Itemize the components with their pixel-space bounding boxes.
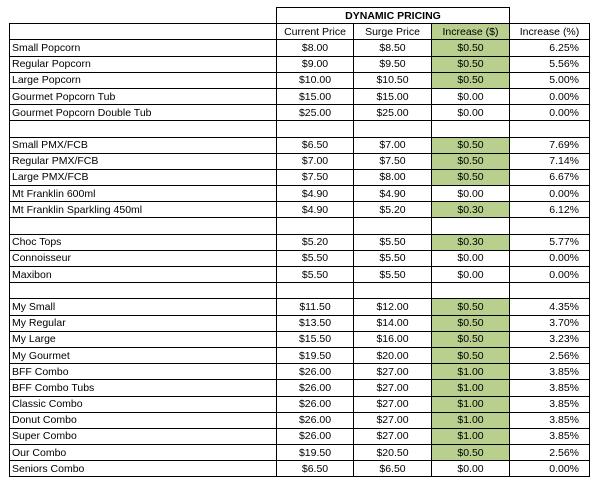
surge-price-cell: $6.50 xyxy=(354,461,432,477)
table-row xyxy=(10,331,590,347)
increase-percent-cell: 3.85% xyxy=(510,396,590,412)
spacer-cell xyxy=(354,283,432,299)
item-name-cell: Regular PMX/FCB xyxy=(10,153,277,169)
group-spacer-row xyxy=(10,121,590,137)
spacer-cell xyxy=(10,283,277,299)
item-name-cell: Super Combo xyxy=(10,428,277,444)
surge-price-cell: $16.00 xyxy=(354,331,432,347)
pricing-sheet xyxy=(9,7,589,477)
item-name-cell: BFF Combo Tubs xyxy=(10,380,277,396)
surge-price-cell: $12.00 xyxy=(354,299,432,315)
current-price-cell: $6.50 xyxy=(277,137,354,153)
table-row xyxy=(10,299,590,315)
increase-dollar-cell: $0.00 xyxy=(432,105,510,121)
increase-dollar-cell: $1.00 xyxy=(432,412,510,428)
current-price-cell: $26.00 xyxy=(277,380,354,396)
surge-price-cell: $25.00 xyxy=(354,105,432,121)
surge-price-cell: $10.50 xyxy=(354,72,432,88)
increase-percent-cell: 6.12% xyxy=(510,202,590,218)
spacer-cell xyxy=(432,283,510,299)
current-price-cell: $15.00 xyxy=(277,88,354,104)
table-row xyxy=(10,445,590,461)
surge-price-cell: $9.50 xyxy=(354,56,432,72)
current-price-cell: $10.00 xyxy=(277,72,354,88)
table-row xyxy=(10,380,590,396)
table-row xyxy=(10,202,590,218)
current-price-cell: $26.00 xyxy=(277,364,354,380)
surge-price-cell: $5.50 xyxy=(354,234,432,250)
table-row xyxy=(10,137,590,153)
increase-percent-cell: 5.56% xyxy=(510,56,590,72)
spacer-cell xyxy=(277,121,354,137)
table-row xyxy=(10,234,590,250)
item-name-cell: Mt Franklin 600ml xyxy=(10,186,277,202)
current-price-cell: $6.50 xyxy=(277,461,354,477)
increase-dollar-cell: $1.00 xyxy=(432,428,510,444)
current-price-cell: $5.50 xyxy=(277,267,354,283)
item-name-cell: Large Popcorn xyxy=(10,72,277,88)
table-row xyxy=(10,364,590,380)
spacer-cell xyxy=(510,283,590,299)
current-price-cell: $13.50 xyxy=(277,315,354,331)
increase-dollar-cell: $0.30 xyxy=(432,234,510,250)
current-price-cell: $19.50 xyxy=(277,445,354,461)
title-row xyxy=(10,8,590,24)
current-price-cell: $26.00 xyxy=(277,428,354,444)
column-header-row xyxy=(10,24,590,40)
spacer-cell xyxy=(432,218,510,234)
item-name-cell: Maxibon xyxy=(10,267,277,283)
surge-price-cell: $27.00 xyxy=(354,380,432,396)
header-increase-percent: Increase (%) xyxy=(510,24,590,40)
increase-dollar-cell: $0.50 xyxy=(432,331,510,347)
increase-percent-cell: 6.25% xyxy=(510,40,590,56)
header-surge-price: Surge Price xyxy=(354,24,432,40)
item-name-cell: Gourmet Popcorn Tub xyxy=(10,88,277,104)
increase-percent-cell: 5.00% xyxy=(510,72,590,88)
item-name-cell: Regular Popcorn xyxy=(10,56,277,72)
item-name-cell: My Large xyxy=(10,331,277,347)
increase-percent-cell: 3.85% xyxy=(510,364,590,380)
item-name-cell: Classic Combo xyxy=(10,396,277,412)
group-spacer-row xyxy=(10,283,590,299)
surge-price-cell: $8.50 xyxy=(354,40,432,56)
surge-price-cell: $27.00 xyxy=(354,412,432,428)
increase-dollar-cell: $0.00 xyxy=(432,186,510,202)
increase-percent-cell: 0.00% xyxy=(510,186,590,202)
table-row xyxy=(10,347,590,363)
increase-percent-cell: 7.14% xyxy=(510,153,590,169)
increase-dollar-cell: $0.50 xyxy=(432,299,510,315)
table-row xyxy=(10,88,590,104)
item-name-cell: My Small xyxy=(10,299,277,315)
surge-price-cell: $7.50 xyxy=(354,153,432,169)
increase-percent-cell: 3.85% xyxy=(510,412,590,428)
current-price-cell: $4.90 xyxy=(277,186,354,202)
current-price-cell: $19.50 xyxy=(277,347,354,363)
surge-price-cell: $4.90 xyxy=(354,186,432,202)
increase-dollar-cell: $0.00 xyxy=(432,88,510,104)
current-price-cell: $9.00 xyxy=(277,56,354,72)
increase-percent-cell: 3.85% xyxy=(510,380,590,396)
item-name-cell: Gourmet Popcorn Double Tub xyxy=(10,105,277,121)
table-row xyxy=(10,461,590,477)
surge-price-cell: $5.20 xyxy=(354,202,432,218)
table-row xyxy=(10,267,590,283)
increase-percent-cell: 0.00% xyxy=(510,267,590,283)
table-row xyxy=(10,40,590,56)
current-price-cell: $8.00 xyxy=(277,40,354,56)
increase-dollar-cell: $1.00 xyxy=(432,396,510,412)
dynamic-pricing-table xyxy=(9,7,590,477)
current-price-cell: $7.50 xyxy=(277,169,354,185)
item-name-cell: Our Combo xyxy=(10,445,277,461)
surge-price-cell: $20.50 xyxy=(354,445,432,461)
increase-dollar-cell: $0.30 xyxy=(432,202,510,218)
current-price-cell: $11.50 xyxy=(277,299,354,315)
increase-dollar-cell: $1.00 xyxy=(432,380,510,396)
increase-dollar-cell: $0.50 xyxy=(432,445,510,461)
increase-dollar-cell: $0.00 xyxy=(432,250,510,266)
increase-percent-cell: 7.69% xyxy=(510,137,590,153)
spacer-cell xyxy=(10,121,277,137)
increase-percent-cell: 3.70% xyxy=(510,315,590,331)
increase-percent-cell: 2.56% xyxy=(510,445,590,461)
table-row xyxy=(10,56,590,72)
item-name-cell: BFF Combo xyxy=(10,364,277,380)
table-row xyxy=(10,428,590,444)
item-name-cell: Connoisseur xyxy=(10,250,277,266)
spacer-cell xyxy=(510,121,590,137)
group-spacer-row xyxy=(10,218,590,234)
table-row xyxy=(10,250,590,266)
item-name-cell: Mt Franklin Sparkling 450ml xyxy=(10,202,277,218)
surge-price-cell: $5.50 xyxy=(354,267,432,283)
surge-price-cell: $27.00 xyxy=(354,396,432,412)
increase-dollar-cell: $0.50 xyxy=(432,72,510,88)
item-name-cell: Small Popcorn xyxy=(10,40,277,56)
header-increase-dollar: Increase ($) xyxy=(432,24,510,40)
current-price-cell: $15.50 xyxy=(277,331,354,347)
current-price-cell: $26.00 xyxy=(277,412,354,428)
increase-dollar-cell: $0.50 xyxy=(432,137,510,153)
surge-price-cell: $27.00 xyxy=(354,428,432,444)
increase-dollar-cell: $0.00 xyxy=(432,461,510,477)
increase-percent-cell: 0.00% xyxy=(510,461,590,477)
increase-dollar-cell: $0.50 xyxy=(432,315,510,331)
current-price-cell: $7.00 xyxy=(277,153,354,169)
surge-price-cell: $15.00 xyxy=(354,88,432,104)
table-body xyxy=(10,40,590,477)
table-row xyxy=(10,315,590,331)
increase-dollar-cell: $0.50 xyxy=(432,40,510,56)
current-price-cell: $25.00 xyxy=(277,105,354,121)
increase-dollar-cell: $0.50 xyxy=(432,169,510,185)
increase-percent-cell: 3.23% xyxy=(510,331,590,347)
table-row xyxy=(10,396,590,412)
table-row xyxy=(10,153,590,169)
spacer-cell xyxy=(277,283,354,299)
increase-percent-cell: 0.00% xyxy=(510,105,590,121)
item-name-cell: Large PMX/FCB xyxy=(10,169,277,185)
increase-percent-cell: 0.00% xyxy=(510,88,590,104)
item-name-cell: Small PMX/FCB xyxy=(10,137,277,153)
surge-price-cell: $5.50 xyxy=(354,250,432,266)
surge-price-cell: $20.00 xyxy=(354,347,432,363)
spacer-cell xyxy=(10,218,277,234)
surge-price-cell: $27.00 xyxy=(354,364,432,380)
increase-percent-cell: 2.56% xyxy=(510,347,590,363)
item-name-cell: Seniors Combo xyxy=(10,461,277,477)
increase-percent-cell: 6.67% xyxy=(510,169,590,185)
item-name-cell: My Gourmet xyxy=(10,347,277,363)
item-name-cell: Choc Tops xyxy=(10,234,277,250)
increase-dollar-cell: $0.50 xyxy=(432,153,510,169)
increase-dollar-cell: $1.00 xyxy=(432,364,510,380)
header-item xyxy=(10,24,277,40)
increase-dollar-cell: $0.00 xyxy=(432,267,510,283)
item-name-cell: Donut Combo xyxy=(10,412,277,428)
table-title: DYNAMIC PRICING xyxy=(277,8,510,24)
table-row xyxy=(10,72,590,88)
spacer-cell xyxy=(432,121,510,137)
table-row xyxy=(10,412,590,428)
surge-price-cell: $7.00 xyxy=(354,137,432,153)
increase-dollar-cell: $0.50 xyxy=(432,56,510,72)
spacer-cell xyxy=(354,121,432,137)
surge-price-cell: $8.00 xyxy=(354,169,432,185)
increase-dollar-cell: $0.50 xyxy=(432,347,510,363)
increase-percent-cell: 3.85% xyxy=(510,428,590,444)
spacer-cell xyxy=(277,218,354,234)
increase-percent-cell: 4.35% xyxy=(510,299,590,315)
surge-price-cell: $14.00 xyxy=(354,315,432,331)
increase-percent-cell: 5.77% xyxy=(510,234,590,250)
increase-percent-cell: 0.00% xyxy=(510,250,590,266)
table-row xyxy=(10,105,590,121)
item-name-cell: My Regular xyxy=(10,315,277,331)
current-price-cell: $5.20 xyxy=(277,234,354,250)
table-row xyxy=(10,186,590,202)
header-current-price: Current Price xyxy=(277,24,354,40)
current-price-cell: $4.90 xyxy=(277,202,354,218)
current-price-cell: $26.00 xyxy=(277,396,354,412)
spacer-cell xyxy=(510,218,590,234)
current-price-cell: $5.50 xyxy=(277,250,354,266)
table-row xyxy=(10,169,590,185)
spacer-cell xyxy=(354,218,432,234)
